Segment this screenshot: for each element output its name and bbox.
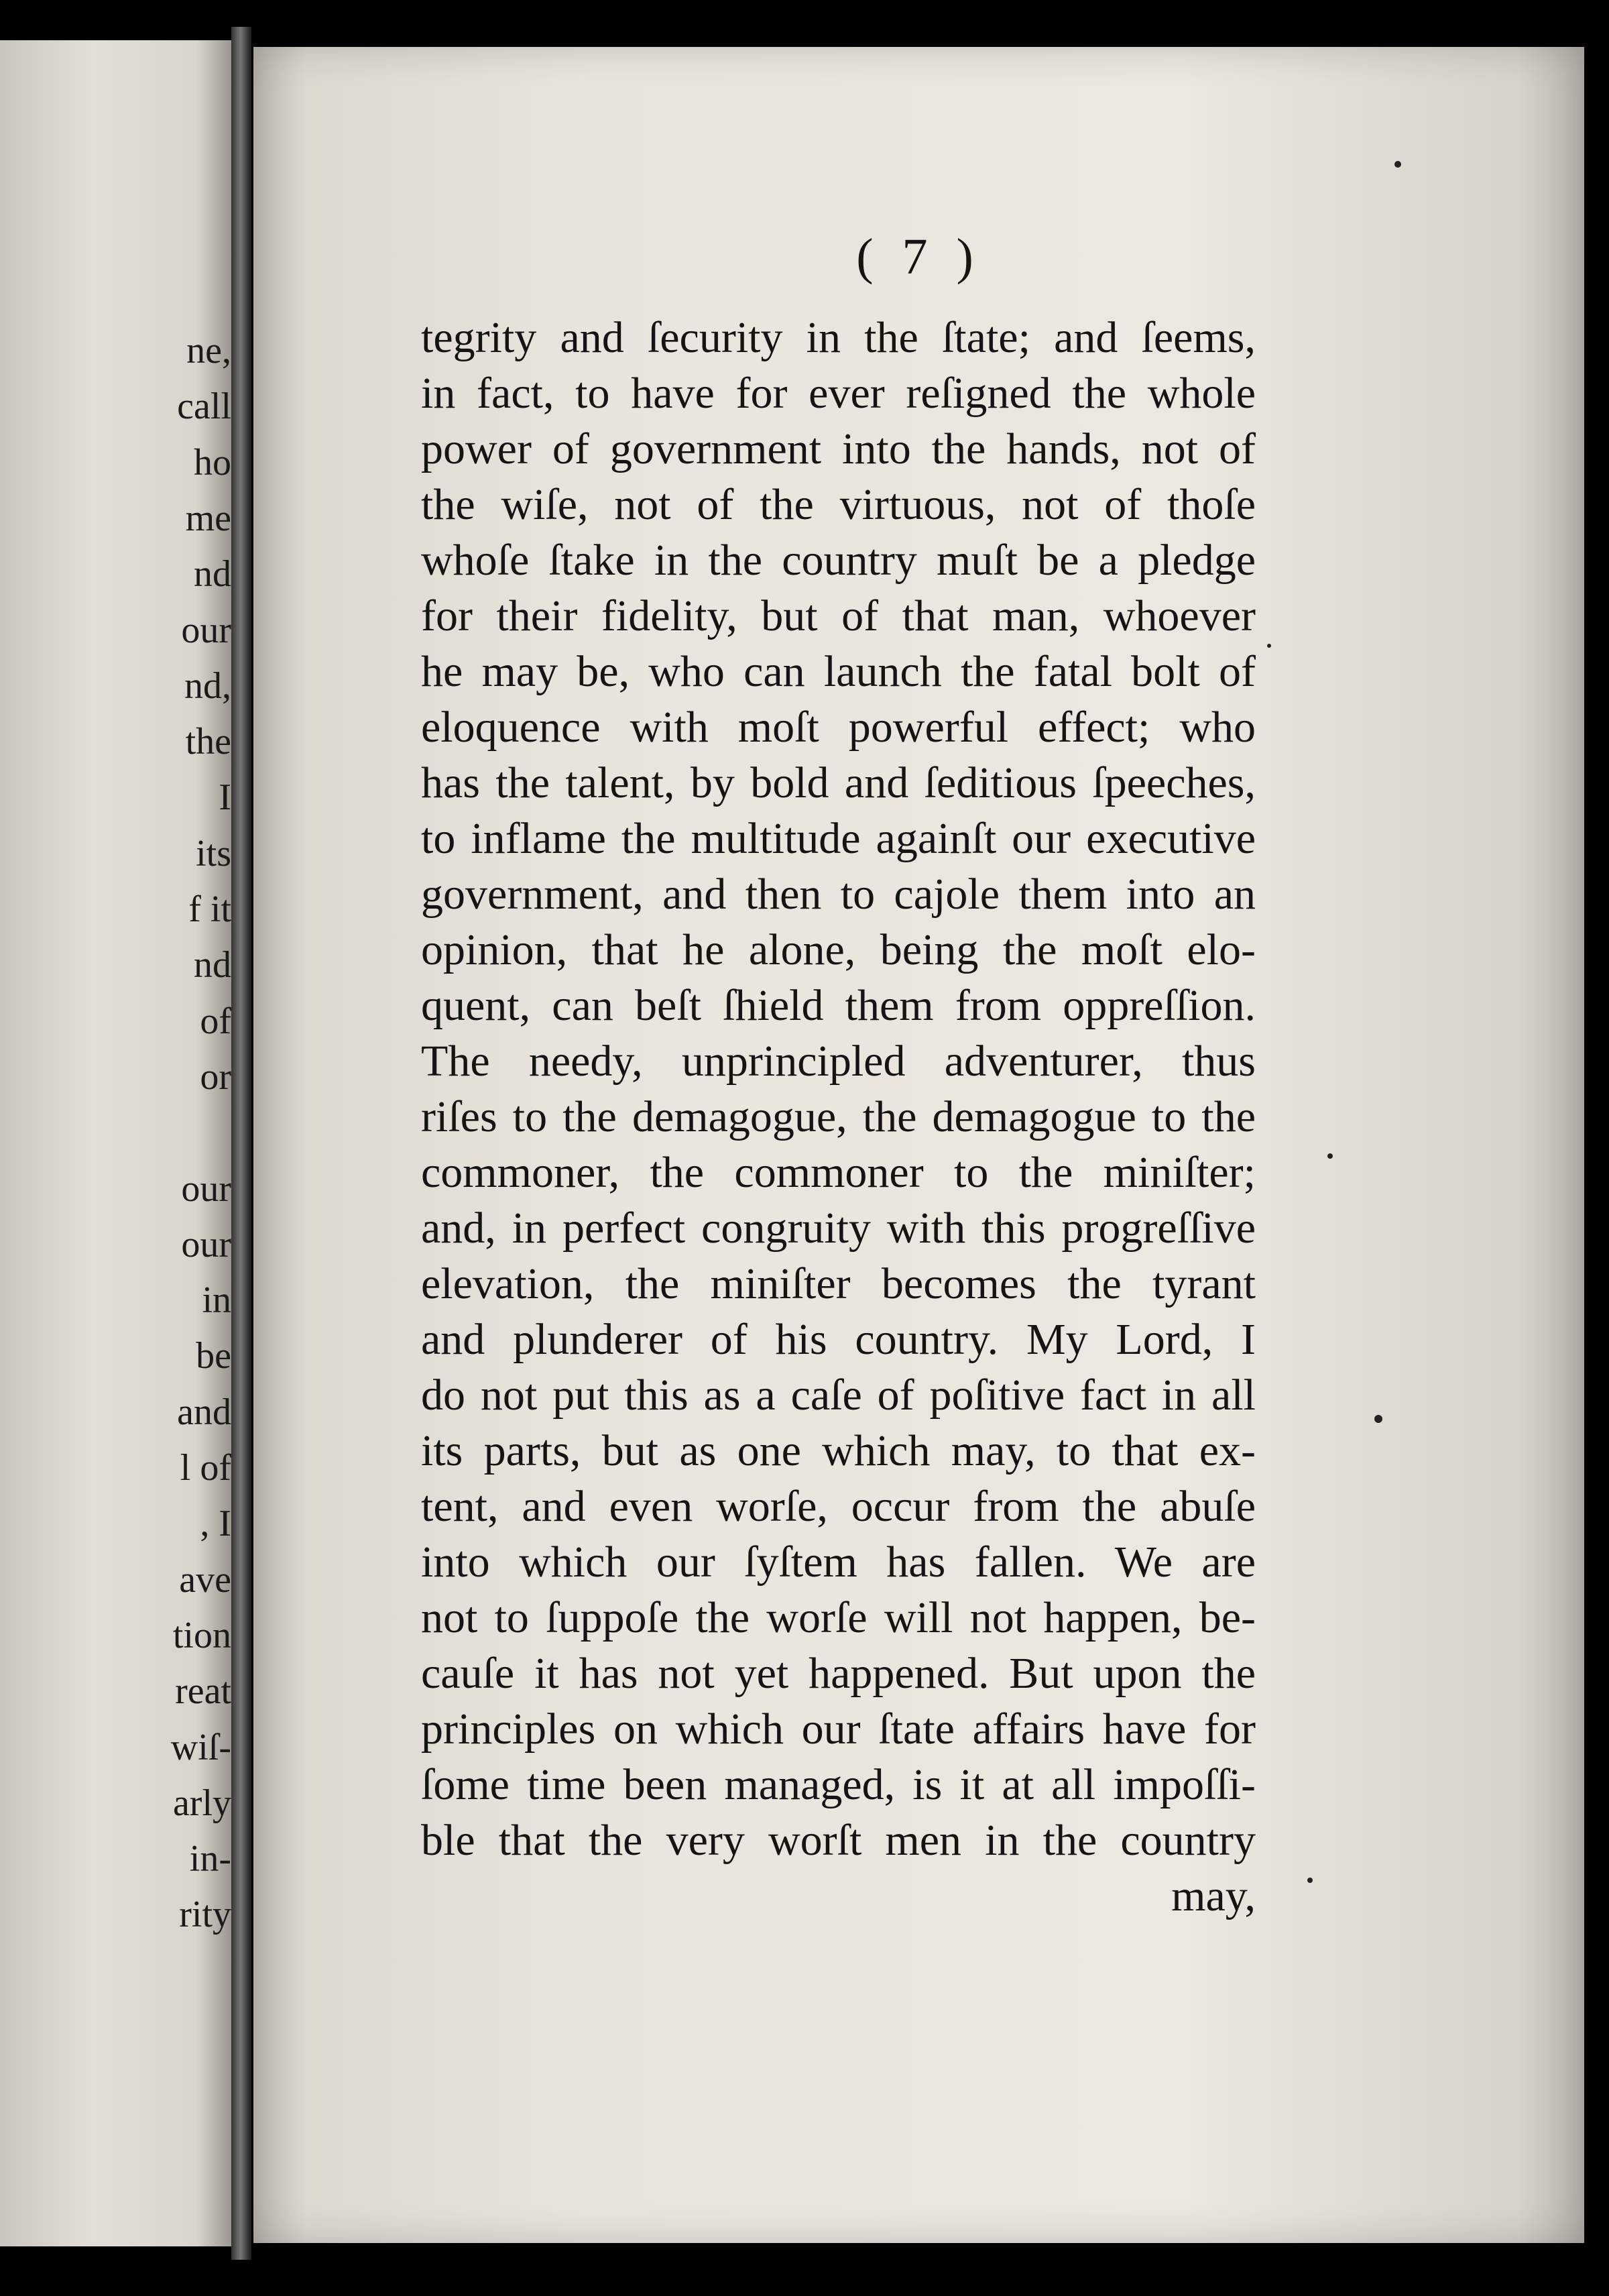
book-page	[253, 47, 1584, 2243]
text-line: has the talent, by bold and ſeditious ſpeeches,	[421, 758, 1256, 807]
facing-page-line: in-	[189, 1838, 231, 1880]
text-line: for their fidelity, but of that man, whoever	[421, 591, 1256, 640]
text-line: he may be, who can launch the fatal bolt of	[421, 647, 1256, 696]
book-gutter	[231, 27, 251, 2260]
text-line: to inflame the multitude againſt our executive	[421, 814, 1256, 863]
text-line: elevation, the miniſter becomes the tyrant	[421, 1259, 1256, 1308]
ink-speck	[1374, 1415, 1382, 1423]
facing-page-line: wiſ-	[170, 1726, 231, 1768]
facing-page-line: its	[196, 832, 231, 874]
text-line: in fact, to have for ever reſigned the whole	[421, 369, 1256, 418]
facing-page-line: the	[185, 721, 231, 763]
catchword: may,	[1171, 1872, 1256, 1920]
text-line: riſes to the demagogue, the demagogue to the	[421, 1092, 1256, 1141]
facing-page-fragment	[0, 40, 231, 2246]
facing-page-line: of	[200, 1000, 231, 1042]
text-line: ſome time been managed, is it at all impoſſi-	[421, 1760, 1256, 1809]
text-line: tegrity and ſecurity in the ſtate; and ſeems,	[421, 313, 1256, 362]
text-line: quent, can beſt ſhield them from oppreſſion.	[421, 981, 1256, 1030]
text-line: not to ſuppoſe the worſe will not happen, be-	[421, 1593, 1256, 1642]
facing-page-line: nd	[194, 944, 231, 986]
facing-page-line: our	[181, 609, 231, 651]
text-line: government, and then to cajole them into an	[421, 870, 1256, 919]
facing-page-line: ho	[194, 441, 231, 483]
ink-speck	[1327, 1153, 1333, 1159]
facing-page-line: nd,	[184, 665, 231, 707]
facing-page-line: I	[219, 777, 231, 819]
text-line: cauſe it has not yet happened. But upon the	[421, 1649, 1256, 1698]
page-text	[421, 310, 1256, 1924]
facing-page-line: in	[202, 1279, 231, 1322]
facing-page-line: be	[196, 1335, 231, 1377]
facing-page-line: our	[181, 1167, 231, 1210]
facing-page-line: call	[177, 386, 231, 428]
ink-speck	[1307, 1878, 1313, 1883]
text-line: whoſe ſtake in the country muſt be a pledge	[421, 536, 1256, 585]
text-line: principles on which our ſtate affairs have for	[421, 1705, 1256, 1754]
ink-speck	[1394, 161, 1401, 168]
text-line: and plunderer of his country. My Lord, I	[421, 1315, 1256, 1364]
text-line: tent, and even worſe, occur from the abuſe	[421, 1482, 1256, 1531]
facing-page-line: reat	[175, 1670, 231, 1713]
facing-page-line: arly	[172, 1782, 231, 1824]
page-number: ( 7 )	[856, 229, 981, 285]
facing-page-line: nd	[194, 553, 231, 595]
text-line: do not put this as a caſe of poſitive fact in all	[421, 1371, 1256, 1420]
facing-page-line: me	[185, 497, 231, 539]
facing-page-line: , I	[200, 1503, 231, 1545]
text-line: eloquence with moſt powerful effect; who	[421, 703, 1256, 752]
facing-page-line: our	[181, 1223, 231, 1265]
facing-page-line: ave	[179, 1558, 231, 1601]
facing-page-line: or	[200, 1055, 231, 1098]
text-line: into which our ſyſtem has fallen. We are	[421, 1538, 1256, 1587]
text-line: and, in perfect congruity with this progreſſive	[421, 1204, 1256, 1253]
facing-page-line: f it	[188, 888, 231, 930]
text-line: opinion, that he alone, being the moſt elo-	[421, 925, 1256, 974]
facing-page-line: and	[177, 1391, 231, 1433]
ink-speck	[1267, 644, 1271, 648]
text-line: its parts, but as one which may, to that ex-	[421, 1426, 1256, 1475]
text-line: ble that the very worſt men in the country	[421, 1816, 1256, 1865]
facing-page-line: ne,	[186, 330, 231, 371]
facing-page-line: tion	[172, 1614, 231, 1656]
text-line: The needy, unprincipled adventurer, thus	[421, 1037, 1256, 1086]
text-line: the wiſe, not of the virtuous, not of thoſe	[421, 480, 1256, 529]
facing-page-line: l of	[180, 1447, 231, 1489]
facing-page-line: rity	[179, 1894, 231, 1936]
text-line: commoner, the commoner to the miniſter;	[421, 1148, 1256, 1197]
text-line: power of government into the hands, not of	[421, 424, 1256, 473]
